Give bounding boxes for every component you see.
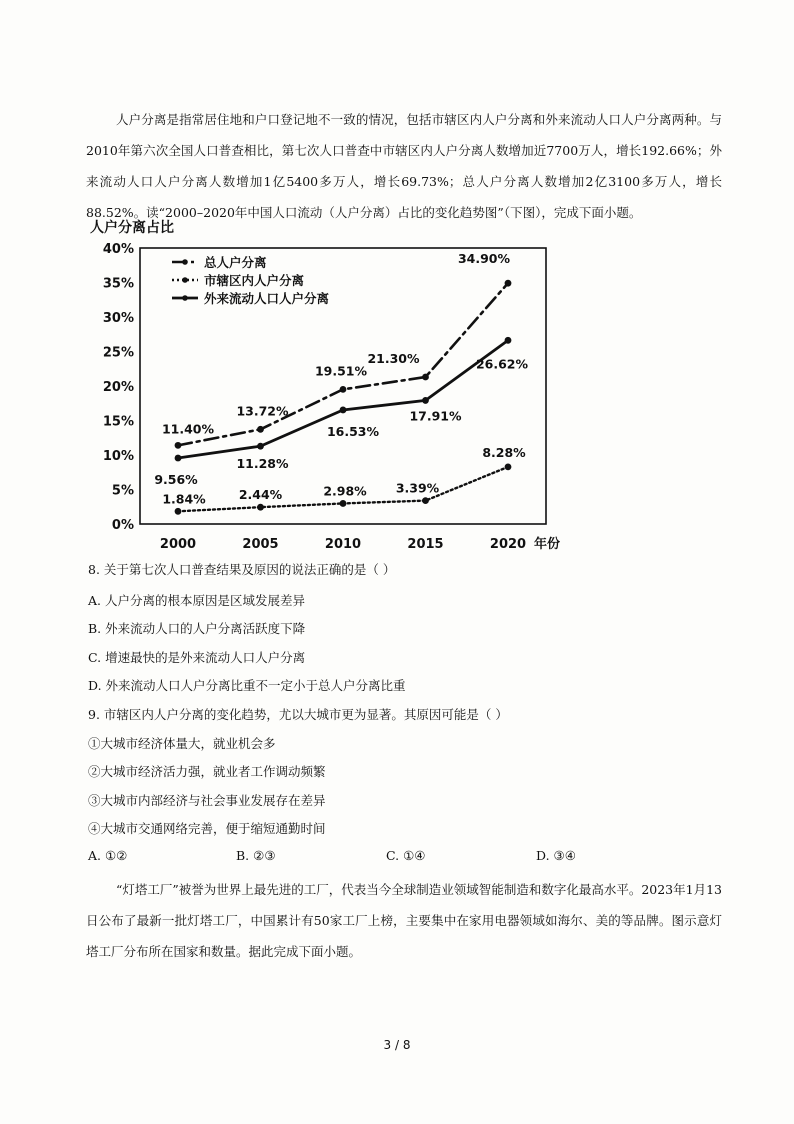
- data-point: [175, 508, 182, 515]
- question-9-option-c: C. ①④: [386, 848, 426, 863]
- intro-paragraph: 人户分离是指常居住地和户口登记地不一致的情况，包括市辖区内人户分离和外来流动人口人户分离两种。与2010年第六次全国人口普查相比，第七次人口普查中市辖区内人户分离人数增加近7700万人，增长192.66%；外来流动人口人户分离人数增加1亿5400多万人，增长69.73%；总人户分离人数增加2亿3100多万人，增长88.52%。读“2000–2020年中国人口流动（人户分离）占比的变化趋势图”（下图），完成下面小题。: [86, 112, 722, 220]
- question-9-statement-4: ④大城市交通网络完善，便于缩短通勤时间: [88, 821, 326, 836]
- question-8-stem: 8. 关于第七次人口普查结果及原因的说法正确的是（ ）: [88, 562, 396, 577]
- data-point: [175, 455, 182, 462]
- data-label: 16.53%: [326, 423, 380, 439]
- question-9-option-a: A. ①②: [88, 848, 128, 863]
- data-label: 1.84%: [162, 491, 206, 507]
- data-label: 3.39%: [395, 480, 440, 496]
- question-8-option-d: D. 外来流动人口人户分离比重不一定小于总人户分离比重: [88, 678, 406, 693]
- y-tick-label: 0%: [111, 518, 134, 533]
- data-point: [340, 407, 347, 414]
- population-chart: [84, 212, 644, 558]
- data-label: 11.40%: [161, 421, 215, 437]
- legend-marker: [182, 259, 188, 265]
- data-point: [422, 397, 429, 404]
- data-point: [257, 504, 264, 511]
- y-tick-label: 20%: [102, 380, 134, 395]
- data-label: 21.30%: [367, 351, 420, 367]
- series-line-3: [178, 340, 508, 458]
- data-point: [340, 386, 347, 393]
- data-label: 8.28%: [482, 444, 526, 460]
- data-point: [505, 337, 512, 344]
- x-axis-title: 年份: [534, 537, 561, 552]
- question-9-statement-3: ③大城市内部经济与社会事业发展存在差异: [88, 793, 326, 808]
- data-point: [340, 500, 347, 507]
- legend-marker: [182, 277, 188, 283]
- data-label: 9.56%: [154, 472, 198, 488]
- data-label: 2.44%: [238, 487, 283, 503]
- data-label: 26.62%: [475, 356, 529, 372]
- x-tick-label: 2015: [407, 537, 444, 552]
- data-label: 2.98%: [323, 483, 367, 499]
- data-point: [175, 442, 182, 449]
- question-8-option-a: A. 人户分离的根本原因是区域发展差异: [88, 593, 305, 608]
- data-label: 13.72%: [236, 403, 289, 419]
- legend-marker: [182, 295, 188, 301]
- data-point: [505, 463, 512, 470]
- x-tick-label: 2010: [324, 537, 362, 552]
- data-label: 11.28%: [236, 456, 289, 472]
- y-tick-label: 30%: [102, 311, 134, 326]
- x-tick-label: 2020: [489, 537, 527, 552]
- y-tick-label: 25%: [102, 345, 134, 361]
- y-tick-label: 35%: [102, 276, 134, 292]
- x-tick-label: 2005: [242, 537, 279, 552]
- page-number: 3 / 8: [383, 1038, 411, 1052]
- question-9-statement-1: ①大城市经济体量大，就业机会多: [88, 736, 276, 751]
- y-tick-label: 40%: [102, 242, 134, 257]
- legend-label: 总人户分离: [204, 255, 267, 270]
- legend-label: 外来流动人口人户分离: [204, 291, 330, 306]
- question-9-stem: 9. 市辖区内人户分离的变化趋势，尤以大城市更为显著。其原因可能是（ ）: [88, 707, 508, 722]
- line-chart: [84, 212, 644, 558]
- question-8-option-c: C. 增速最快的是外来流动人口人户分离: [88, 650, 306, 665]
- data-point: [422, 497, 429, 504]
- data-point: [257, 443, 264, 450]
- data-point: [505, 280, 512, 287]
- legend-label: 市辖区内人户分离: [204, 273, 305, 288]
- data-point: [422, 374, 429, 381]
- y-tick-label: 15%: [102, 414, 134, 430]
- y-axis-title: 人户分离占比: [90, 220, 174, 236]
- y-tick-label: 5%: [111, 483, 134, 499]
- lighthouse-factory-paragraph: “灯塔工厂”被誉为世界上最先进的工厂，代表当今全球制造业领域智能制造和数字化最高水平。2023年1月13日公布了最新一批灯塔工厂，中国累计有50家工厂上榜，主要集中在家用电器领域如海尔、美的等品牌。图示意灯塔工厂分布所在国家和数量。据此完成下面小题。: [86, 882, 722, 959]
- x-tick-label: 2000: [159, 537, 197, 552]
- question-9-statement-2: ②大城市经济活力强，就业者工作调动频繁: [88, 764, 326, 779]
- question-9-option-b: B. ②③: [236, 848, 276, 863]
- data-point: [257, 426, 264, 433]
- data-label: 34.90%: [457, 251, 511, 267]
- data-label: 19.51%: [314, 363, 368, 379]
- question-9-option-d: D. ③④: [536, 848, 576, 863]
- question-8-option-b: B. 外来流动人口的人户分离活跃度下降: [88, 621, 306, 636]
- y-tick-label: 10%: [102, 449, 134, 464]
- data-label: 17.91%: [409, 408, 462, 424]
